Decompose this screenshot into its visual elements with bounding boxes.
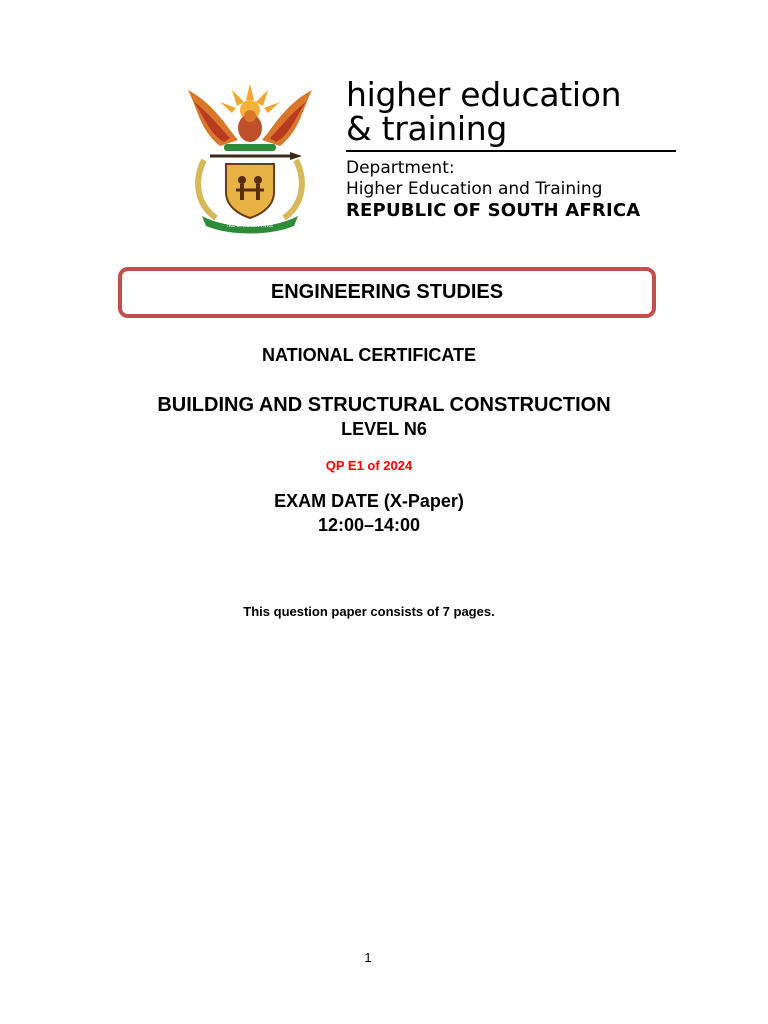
page-count-note: This question paper consists of 7 pages. xyxy=(243,604,495,619)
page-number: 1 xyxy=(364,950,372,965)
exam-date: EXAM DATE (X-Paper) xyxy=(274,491,464,511)
paper-code: QP E1 of 2024 xyxy=(325,458,413,473)
dept-wordmark-line2: & training xyxy=(346,109,508,148)
coat-of-arms-logo xyxy=(180,80,320,234)
coat-of-arms-motto: !KE E: /XARRA //KE xyxy=(226,223,274,229)
dept-wordmark-line1: higher education xyxy=(346,75,622,114)
department-block xyxy=(346,75,678,222)
exam-time: 12:00–14:00 xyxy=(317,515,421,535)
dept-name: Higher Education and Training xyxy=(346,179,603,199)
title-box xyxy=(118,267,656,318)
dept-label: Department: xyxy=(346,158,455,178)
subject-title: BUILDING AND STRUCTURAL CONSTRUCTION xyxy=(157,394,611,416)
dept-divider xyxy=(346,150,676,152)
country-name: REPUBLIC OF SOUTH AFRICA xyxy=(346,200,641,221)
box-title: ENGINEERING STUDIES xyxy=(270,281,504,303)
level-label: LEVEL N6 xyxy=(341,419,427,439)
certificate-label: NATIONAL CERTIFICATE xyxy=(262,345,476,365)
